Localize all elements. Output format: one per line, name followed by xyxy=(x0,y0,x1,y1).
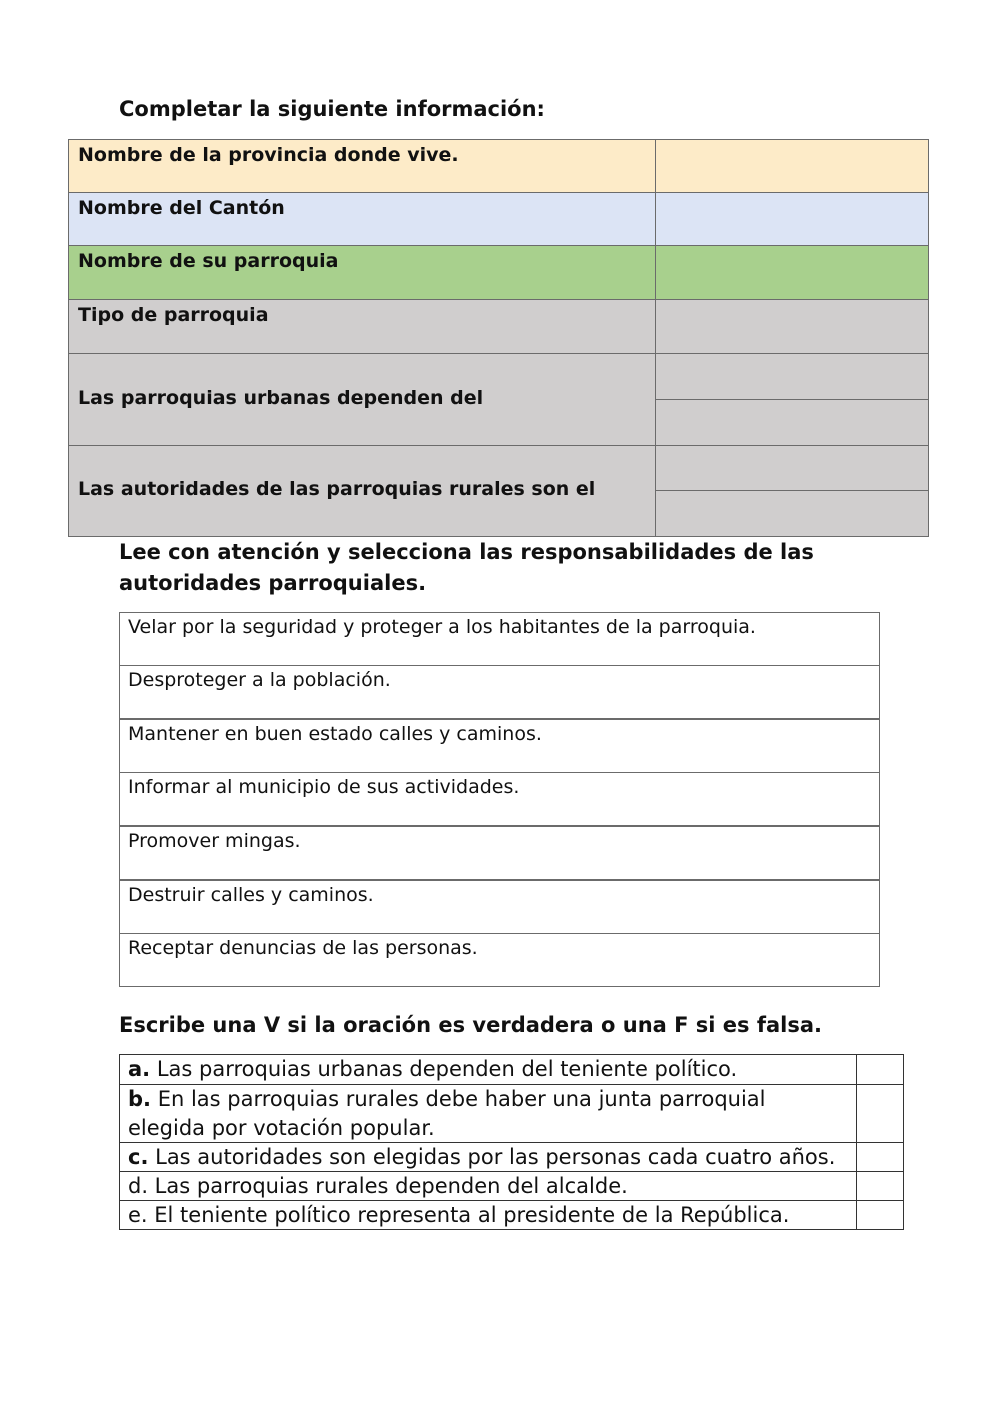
info-row-label: Las parroquias urbanas dependen del xyxy=(69,354,656,445)
info-row-label: Tipo de parroquia xyxy=(69,300,656,353)
answer-box[interactable] xyxy=(857,1055,903,1084)
statement-text: d. Las parroquias rurales dependen del alcalde. xyxy=(128,1174,628,1198)
statement-letter: b. xyxy=(128,1087,152,1111)
section3-title: Escribe una V si la oración es verdadera o una F si es falsa. xyxy=(119,1013,823,1037)
responsibility-option[interactable]: Destruir calles y caminos. xyxy=(119,880,880,934)
statement xyxy=(120,1055,857,1084)
true-false-row xyxy=(119,1200,904,1230)
section2-title-line2: autoridades parroquiales. xyxy=(119,571,427,595)
statement xyxy=(120,1143,857,1171)
statement-text: e. El teniente político representa al presidente de la República. xyxy=(128,1203,790,1227)
section2-title xyxy=(119,537,814,599)
responsibility-option[interactable]: Desproteger a la población. xyxy=(119,665,880,719)
answer-box[interactable] xyxy=(857,1201,903,1229)
answer-box[interactable] xyxy=(857,1172,903,1200)
true-false-row xyxy=(119,1142,904,1172)
responsibility-option[interactable]: Promover mingas. xyxy=(119,826,880,880)
section1-title: Completar la siguiente información: xyxy=(119,97,545,121)
responsibilities-list xyxy=(119,612,880,988)
info-row-label: Nombre de la provincia donde vive. xyxy=(69,140,656,192)
section2-title-line1: Lee con atención y selecciona las responsabilidades de las xyxy=(119,540,814,564)
answer-cell[interactable] xyxy=(656,400,928,446)
info-row-label: Nombre de su parroquia xyxy=(69,246,656,299)
true-false-row xyxy=(119,1054,904,1085)
responsibility-option[interactable]: Informar al municipio de sus actividades. xyxy=(119,772,880,826)
answer-cell[interactable] xyxy=(656,193,928,245)
statement-letter: c. xyxy=(128,1145,149,1169)
info-row-label: Las autoridades de las parroquias rurales son el xyxy=(69,446,656,536)
info-row xyxy=(68,445,929,537)
answer-cell[interactable] xyxy=(656,140,928,192)
statement xyxy=(120,1201,857,1229)
info-row xyxy=(68,299,929,354)
responsibility-option[interactable]: Mantener en buen estado calles y caminos. xyxy=(119,719,880,773)
true-false-table xyxy=(119,1054,904,1230)
responsibility-option[interactable]: Receptar denuncias de las personas. xyxy=(119,933,880,987)
answer-box[interactable] xyxy=(857,1143,903,1171)
answer-box[interactable] xyxy=(857,1085,903,1142)
info-row-label: Nombre del Cantón xyxy=(69,193,656,245)
info-row xyxy=(68,139,929,193)
answer-cell[interactable] xyxy=(656,246,928,299)
statement-text: Las autoridades son elegidas por las personas cada cuatro años. xyxy=(148,1145,836,1169)
statement-text: Las parroquias urbanas dependen del teniente político. xyxy=(150,1057,738,1081)
true-false-row xyxy=(119,1084,904,1143)
info-table xyxy=(68,139,929,537)
answer-cell[interactable] xyxy=(656,354,928,400)
answer-cell[interactable] xyxy=(656,300,928,353)
info-row xyxy=(68,192,929,246)
statement xyxy=(120,1172,857,1200)
statement-text: En las parroquias rurales debe haber una junta parroquial elegida por votación popular. xyxy=(128,1087,766,1140)
responsibility-option[interactable]: Velar por la seguridad y proteger a los habitantes de la parroquia. xyxy=(119,612,880,666)
true-false-row xyxy=(119,1171,904,1201)
answer-cell[interactable] xyxy=(656,446,928,491)
answer-cell[interactable] xyxy=(656,491,928,536)
info-row xyxy=(68,245,929,300)
statement-letter: a. xyxy=(128,1057,151,1081)
statement xyxy=(120,1085,857,1142)
info-row xyxy=(68,353,929,446)
